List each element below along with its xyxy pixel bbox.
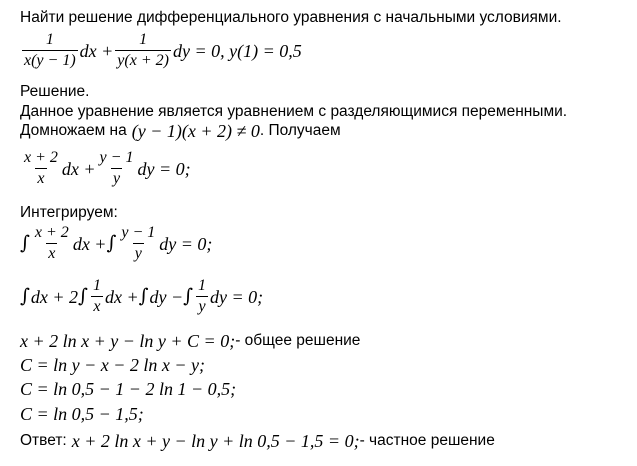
integrate-label-text: Интегрируем: bbox=[20, 204, 118, 221]
equation-tail: dy = 0, y(1) = 0,5 bbox=[172, 40, 302, 61]
fraction-2-denominator: y(x + 2) bbox=[117, 52, 169, 70]
fraction-1-numerator: 1 bbox=[45, 31, 54, 48]
eq4-part-a: dx + 2 bbox=[30, 286, 79, 307]
answer-label: Ответ: bbox=[20, 432, 67, 450]
general-expression: x + 2 ln x + y − ln y + C = 0; bbox=[20, 331, 236, 351]
task-text bbox=[20, 10, 562, 26]
solution-label-text: Решение. bbox=[20, 83, 90, 100]
eq3-tail: dy = 0; bbox=[159, 233, 213, 254]
constant-expression-3: C = ln 0,5 − 1,5; bbox=[20, 404, 144, 424]
task-text-label: Найти решение дифференциального уравнения с начальными условиями. bbox=[20, 9, 562, 26]
integral-sign: ∫ bbox=[20, 232, 30, 255]
eq3-mid: dx + bbox=[72, 233, 107, 254]
integral-sign: ∫ bbox=[78, 285, 88, 308]
constant-expression-1: C = ln y − x − 2 ln x − y; bbox=[20, 355, 206, 375]
eq2-mid: dx + bbox=[61, 158, 96, 179]
eq2-fraction-1-numerator: x + 2 bbox=[24, 149, 58, 166]
integral-sign: ∫ bbox=[20, 285, 30, 308]
eq3-fraction-1 bbox=[33, 224, 71, 264]
integral-sign: ∫ bbox=[138, 285, 149, 308]
equation-3 bbox=[20, 224, 212, 264]
eq4-fraction-2-numerator: 1 bbox=[198, 277, 207, 294]
eq3-fraction-2 bbox=[119, 224, 157, 264]
statement-text: Данное уравнение является уравнением с разделяющимися переменными. bbox=[20, 103, 568, 120]
eq4-fraction-1 bbox=[91, 277, 103, 317]
eq2-fraction-2-denominator: y bbox=[112, 170, 121, 188]
eq4-fraction-2 bbox=[196, 277, 208, 317]
eq4-fraction-1-numerator: 1 bbox=[92, 277, 101, 294]
answer-note: - частное решение bbox=[359, 432, 495, 450]
eq2-fraction-2-numerator: y − 1 bbox=[99, 149, 134, 166]
equation-2 bbox=[20, 149, 191, 189]
eq2-fraction-1-denominator: x bbox=[37, 170, 45, 188]
multiply-text: Домножаем на bbox=[20, 122, 127, 140]
task-equation bbox=[20, 31, 302, 71]
eq4-tail: dy = 0; bbox=[210, 286, 264, 307]
eq4-part-b: dx + bbox=[104, 286, 139, 307]
equation-4 bbox=[20, 277, 263, 317]
statement bbox=[20, 104, 567, 120]
answer-line bbox=[20, 432, 495, 450]
multiply-line bbox=[20, 122, 341, 140]
answer-expression: x + 2 ln x + y − ln y + ln 0,5 − 1,5 = 0; bbox=[71, 431, 360, 451]
solution-label bbox=[20, 84, 89, 100]
constant-line-2 bbox=[20, 380, 236, 398]
multiply-after: . Получаем bbox=[259, 122, 341, 140]
integral-sign: ∫ bbox=[183, 285, 194, 308]
fraction-1-denominator: x(y − 1) bbox=[24, 52, 76, 70]
multiply-expression: (y − 1)(x + 2) ≠ 0 bbox=[131, 121, 260, 141]
eq4-fraction-2-denominator: y bbox=[198, 298, 206, 316]
general-note: - общее решение bbox=[235, 332, 361, 350]
eq3-fraction-1-numerator: x + 2 bbox=[34, 224, 69, 241]
dx-term: dx + bbox=[79, 40, 114, 61]
eq2-fraction-1 bbox=[22, 149, 60, 189]
fraction-2-numerator: 1 bbox=[139, 31, 148, 48]
fraction-2 bbox=[115, 31, 171, 71]
integral-sign: ∫ bbox=[106, 232, 117, 255]
eq2-fraction-2 bbox=[98, 149, 136, 189]
constant-line-1 bbox=[20, 356, 205, 374]
eq2-tail: dy = 0; bbox=[137, 158, 191, 179]
constant-expression-2: C = ln 0,5 − 1 − 2 ln 1 − 0,5; bbox=[20, 379, 237, 399]
eq3-fraction-2-numerator: y − 1 bbox=[121, 224, 156, 241]
general-solution bbox=[20, 332, 360, 350]
eq4-part-c: dy − bbox=[149, 286, 184, 307]
eq4-fraction-1-denominator: x bbox=[93, 298, 101, 316]
eq3-fraction-1-denominator: x bbox=[48, 245, 56, 263]
fraction-1 bbox=[22, 31, 78, 71]
integrate-label bbox=[20, 205, 118, 221]
constant-line-3 bbox=[20, 405, 144, 423]
eq3-fraction-2-denominator: y bbox=[134, 245, 142, 263]
